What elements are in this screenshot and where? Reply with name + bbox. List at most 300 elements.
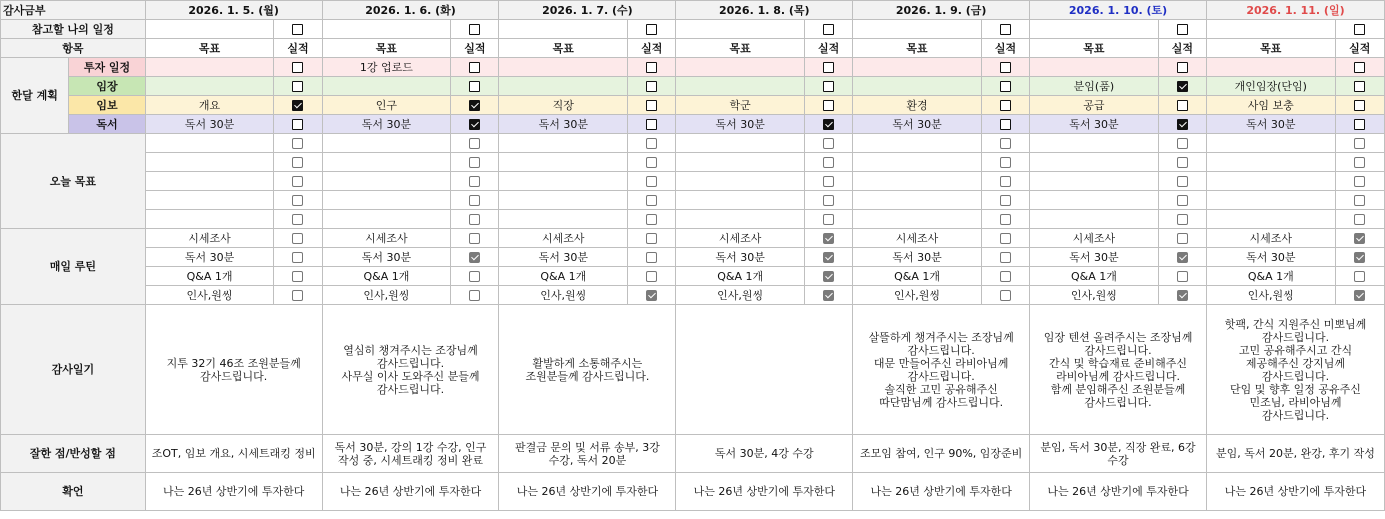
routine-check-cell	[451, 229, 499, 248]
checkbox[interactable]	[1000, 62, 1011, 73]
today-goal-cell[interactable]	[1206, 191, 1335, 210]
today-check-cell	[804, 153, 852, 172]
routine-cell: 독서 30분	[853, 248, 982, 267]
result-header: 실적	[451, 39, 499, 58]
checkbox[interactable]	[1177, 176, 1188, 187]
checkbox[interactable]	[646, 195, 657, 206]
monthly-check-cell	[628, 77, 676, 96]
today-check-cell	[274, 210, 322, 229]
today-goal-cell[interactable]	[1206, 153, 1335, 172]
checkbox[interactable]	[1000, 100, 1011, 111]
monthly-goal-cell[interactable]: 1강 업로드	[322, 58, 451, 77]
checkbox[interactable]	[1354, 119, 1365, 130]
today-goal-cell[interactable]	[499, 172, 628, 191]
routine-check-cell	[1158, 229, 1206, 248]
checkbox[interactable]	[1177, 24, 1188, 35]
gratitude-cell[interactable]: 임장 텐션 올려주시는 조장님께 감사드립니다. 간식 및 학습재료 준비해주신 라비아님께 감사드립니다. 함께 분임해주신 조원분들께 감사드립니다.	[1030, 305, 1207, 435]
checkbox[interactable]	[646, 138, 657, 149]
today-goal-cell[interactable]	[1206, 210, 1335, 229]
checkbox[interactable]	[1354, 290, 1365, 301]
monthly-check-cell	[981, 115, 1029, 134]
checkbox[interactable]	[646, 176, 657, 187]
ref-goal-cell[interactable]	[322, 20, 451, 39]
checkbox[interactable]	[1354, 214, 1365, 225]
routine-check-cell	[1158, 248, 1206, 267]
checkbox[interactable]	[469, 290, 480, 301]
monthly-goal-cell[interactable]: 분임(품)	[1030, 77, 1159, 96]
checkbox[interactable]	[292, 214, 303, 225]
routine-cell: Q&A 1개	[499, 267, 628, 286]
monthly-check-cell	[451, 58, 499, 77]
checkbox[interactable]	[469, 233, 480, 244]
today-goal-cell[interactable]	[853, 153, 982, 172]
checkbox[interactable]	[1177, 214, 1188, 225]
result-header: 실적	[628, 39, 676, 58]
date-header: 2026. 1. 6. (화)	[322, 1, 499, 20]
checkbox[interactable]	[1177, 271, 1188, 282]
checkbox[interactable]	[1000, 138, 1011, 149]
monthly-goal-cell[interactable]	[676, 77, 805, 96]
goal-header: 목표	[853, 39, 982, 58]
monthly-goal-cell[interactable]: 학군	[676, 96, 805, 115]
result-header: 실적	[1335, 39, 1384, 58]
monthly-check-cell	[804, 58, 852, 77]
checkbox[interactable]	[292, 271, 303, 282]
checkbox[interactable]	[1354, 62, 1365, 73]
monthly-check-cell	[451, 77, 499, 96]
affirmation-cell[interactable]: 나는 26년 상반기에 투자한다	[499, 473, 676, 511]
checkbox[interactable]	[823, 62, 834, 73]
checkbox[interactable]	[823, 271, 834, 282]
goal-header: 목표	[1206, 39, 1335, 58]
affirmation-cell[interactable]: 나는 26년 상반기에 투자한다	[1206, 473, 1384, 511]
today-goal-cell[interactable]	[322, 153, 451, 172]
checkbox[interactable]	[1000, 252, 1011, 263]
today-goal-cell[interactable]	[676, 172, 805, 191]
today-goal-cell[interactable]	[145, 153, 274, 172]
monthly-check-cell	[274, 115, 322, 134]
checkbox[interactable]	[292, 100, 303, 111]
today-check-cell	[628, 134, 676, 153]
gratitude-cell[interactable]: 살뜰하게 챙겨주시는 조장님께 감사드립니다. 대문 만들어주신 라비아님께 감사드립니다. 솔직한 고민 공유해주신 따단맘님께 감사드립니다.	[853, 305, 1030, 435]
gratitude-cell[interactable]: 지투 32기 46조 조원분들께 감사드립니다.	[145, 305, 322, 435]
today-goal-cell[interactable]	[322, 134, 451, 153]
gratitude-label: 감사일기	[1, 305, 146, 435]
affirmation-cell[interactable]: 나는 26년 상반기에 투자한다	[676, 473, 853, 511]
monthly-check-cell	[1335, 58, 1384, 77]
checkbox[interactable]	[469, 271, 480, 282]
routine-check-cell	[274, 267, 322, 286]
routine-check-cell	[804, 286, 852, 305]
monthly-plan-label: 한달 계획	[1, 58, 69, 134]
today-goal-cell[interactable]	[1030, 210, 1159, 229]
checkbox[interactable]	[469, 138, 480, 149]
checkbox[interactable]	[823, 157, 834, 168]
review-label: 잘한 점/반성할 점	[1, 435, 146, 473]
result-header: 실적	[1158, 39, 1206, 58]
checkbox[interactable]	[1177, 138, 1188, 149]
checkbox[interactable]	[292, 62, 303, 73]
checkbox[interactable]	[1000, 214, 1011, 225]
checkbox[interactable]	[1177, 62, 1188, 73]
routine-cell: 시세조사	[853, 229, 982, 248]
checkbox[interactable]	[646, 233, 657, 244]
checkbox[interactable]	[823, 119, 834, 130]
checkbox[interactable]	[646, 252, 657, 263]
checkbox[interactable]	[823, 290, 834, 301]
routine-check-cell	[981, 267, 1029, 286]
review-cell[interactable]: 조모임 참여, 인구 90%, 임장준비	[853, 435, 1030, 473]
monthly-goal-cell[interactable]: 독서 30분	[1030, 115, 1159, 134]
checkbox[interactable]	[1000, 290, 1011, 301]
today-check-cell	[628, 210, 676, 229]
today-goal-cell[interactable]	[676, 210, 805, 229]
monthly-goal-cell[interactable]	[499, 77, 628, 96]
routine-check-cell	[804, 248, 852, 267]
checkbox[interactable]	[823, 138, 834, 149]
checkbox[interactable]	[469, 100, 480, 111]
today-check-cell	[1335, 210, 1384, 229]
monthly-goal-cell[interactable]: 독서 30분	[499, 115, 628, 134]
routine-cell: 시세조사	[322, 229, 451, 248]
monthly-goal-cell[interactable]	[853, 77, 982, 96]
checkbox[interactable]	[1177, 100, 1188, 111]
checkbox[interactable]	[823, 233, 834, 244]
date-header: 2026. 1. 8. (목)	[676, 1, 853, 20]
today-goal-cell[interactable]	[499, 191, 628, 210]
today-goal-cell[interactable]	[322, 210, 451, 229]
today-goal-cell[interactable]	[1030, 172, 1159, 191]
routine-cell: 시세조사	[145, 229, 274, 248]
date-header: 2026. 1. 5. (월)	[145, 1, 322, 20]
today-goal-cell[interactable]	[676, 191, 805, 210]
monthly-check-cell	[451, 96, 499, 115]
checkbox[interactable]	[1354, 252, 1365, 263]
routine-check-cell	[1158, 267, 1206, 286]
monthly-check-cell	[1158, 96, 1206, 115]
today-goal-cell[interactable]	[1030, 153, 1159, 172]
checkbox[interactable]	[823, 195, 834, 206]
monthly-check-cell	[1158, 58, 1206, 77]
checkbox[interactable]	[1177, 252, 1188, 263]
checkbox[interactable]	[292, 176, 303, 187]
today-check-cell	[804, 134, 852, 153]
checkbox[interactable]	[1000, 195, 1011, 206]
today-goal-cell[interactable]	[499, 134, 628, 153]
monthly-item-label: 임보	[69, 96, 145, 115]
checkbox[interactable]	[292, 157, 303, 168]
checkbox[interactable]	[1177, 81, 1188, 92]
review-cell[interactable]: 조OT, 임보 개요, 시세트래킹 정비	[145, 435, 322, 473]
today-check-cell	[274, 134, 322, 153]
checkbox[interactable]	[1354, 157, 1365, 168]
routine-cell: 인사,원씽	[676, 286, 805, 305]
routine-cell: Q&A 1개	[1206, 267, 1335, 286]
checkbox[interactable]	[1354, 195, 1365, 206]
monthly-goal-cell[interactable]: 독서 30분	[145, 115, 274, 134]
monthly-goal-cell[interactable]	[1206, 58, 1335, 77]
checkbox[interactable]	[1000, 119, 1011, 130]
monthly-item-label: 독서	[69, 115, 145, 134]
today-check-cell	[981, 210, 1029, 229]
routine-check-cell	[804, 267, 852, 286]
routine-check-cell	[981, 248, 1029, 267]
checkbox[interactable]	[1000, 24, 1011, 35]
today-check-cell	[981, 134, 1029, 153]
monthly-goal-cell[interactable]: 독서 30분	[853, 115, 982, 134]
checkbox[interactable]	[823, 252, 834, 263]
today-check-cell	[981, 172, 1029, 191]
monthly-goal-cell[interactable]: 사임 보충	[1206, 96, 1335, 115]
monthly-check-cell	[274, 96, 322, 115]
today-goal-cell[interactable]	[1030, 134, 1159, 153]
checkbox[interactable]	[823, 81, 834, 92]
checkbox[interactable]	[646, 81, 657, 92]
monthly-goal-cell[interactable]: 환경	[853, 96, 982, 115]
checkbox[interactable]	[469, 24, 480, 35]
ref-goal-cell[interactable]	[145, 20, 274, 39]
checkbox[interactable]	[292, 24, 303, 35]
checkbox[interactable]	[823, 24, 834, 35]
checkbox[interactable]	[1354, 233, 1365, 244]
checkbox[interactable]	[823, 100, 834, 111]
ref-goal-cell[interactable]	[853, 20, 982, 39]
checkbox[interactable]	[469, 81, 480, 92]
checkbox[interactable]	[292, 119, 303, 130]
ref-goal-cell[interactable]	[1030, 20, 1159, 39]
checkbox[interactable]	[292, 290, 303, 301]
monthly-goal-cell[interactable]	[145, 77, 274, 96]
today-goal-cell[interactable]	[322, 191, 451, 210]
today-goal-cell[interactable]	[322, 172, 451, 191]
gratitude-cell[interactable]	[676, 305, 853, 435]
monthly-goal-cell[interactable]	[1030, 58, 1159, 77]
review-cell[interactable]: 독서 30분, 4강 수강	[676, 435, 853, 473]
gratitude-cell[interactable]: 열심히 챙겨주시는 조장님께 감사드립니다. 사무실 이사 도와주신 분들께 감사드립니다.	[322, 305, 499, 435]
checkbox[interactable]	[292, 195, 303, 206]
monthly-check-cell	[274, 77, 322, 96]
today-goal-cell[interactable]	[853, 172, 982, 191]
affirmation-cell[interactable]: 나는 26년 상반기에 투자한다	[322, 473, 499, 511]
checkbox[interactable]	[1354, 24, 1365, 35]
monthly-check-cell	[804, 96, 852, 115]
routine-cell: 인사,원씽	[1030, 286, 1159, 305]
checkbox[interactable]	[646, 214, 657, 225]
ref-schedule-label: 참고할 나의 일정	[1, 20, 146, 39]
checkbox[interactable]	[1354, 176, 1365, 187]
ref-goal-cell[interactable]	[1206, 20, 1335, 39]
routine-cell: 인사,원씽	[853, 286, 982, 305]
checkbox[interactable]	[469, 176, 480, 187]
today-goal-cell[interactable]	[676, 153, 805, 172]
ref-check-cell	[981, 20, 1029, 39]
checkbox[interactable]	[469, 214, 480, 225]
routine-cell: 독서 30분	[1030, 248, 1159, 267]
checkbox[interactable]	[823, 214, 834, 225]
routine-check-cell	[1335, 229, 1384, 248]
routine-check-cell	[981, 286, 1029, 305]
today-check-cell	[804, 191, 852, 210]
monthly-goal-cell[interactable]: 직장	[499, 96, 628, 115]
monthly-goal-cell[interactable]: 독서 30분	[1206, 115, 1335, 134]
checkbox[interactable]	[1354, 271, 1365, 282]
gratitude-cell[interactable]: 핫팩, 간식 지원주신 미뽀님께 감사드립니다. 고민 공유해주시고 간식 제공해주신 강지님께 감사드립니다. 단임 및 향후 일정 공유주신 민조님, 라비아님께 감사드립니다.	[1206, 305, 1384, 435]
routine-cell: Q&A 1개	[853, 267, 982, 286]
today-check-cell	[804, 172, 852, 191]
monthly-check-cell	[1158, 77, 1206, 96]
routine-check-cell	[451, 267, 499, 286]
routine-check-cell	[1335, 267, 1384, 286]
monthly-goal-cell[interactable]	[499, 58, 628, 77]
affirmation-cell[interactable]: 나는 26년 상반기에 투자한다	[853, 473, 1030, 511]
routine-cell: 독서 30분	[322, 248, 451, 267]
today-goal-cell[interactable]	[676, 134, 805, 153]
today-goal-cell[interactable]	[499, 153, 628, 172]
today-check-cell	[628, 172, 676, 191]
monthly-goal-cell[interactable]: 독서 30분	[676, 115, 805, 134]
checkbox[interactable]	[292, 233, 303, 244]
routine-check-cell	[274, 248, 322, 267]
checkbox[interactable]	[646, 157, 657, 168]
monthly-goal-cell[interactable]	[676, 58, 805, 77]
date-header: 2026. 1. 11. (일)	[1206, 1, 1384, 20]
routine-cell: 인사,원씽	[322, 286, 451, 305]
today-check-cell	[981, 153, 1029, 172]
routine-cell: 독서 30분	[1206, 248, 1335, 267]
checkbox[interactable]	[469, 62, 480, 73]
result-header: 실적	[804, 39, 852, 58]
routine-cell: Q&A 1개	[322, 267, 451, 286]
today-check-cell	[1158, 134, 1206, 153]
checkbox[interactable]	[1354, 81, 1365, 92]
monthly-check-cell	[1335, 96, 1384, 115]
today-goal-cell[interactable]	[853, 191, 982, 210]
checkbox[interactable]	[469, 157, 480, 168]
today-check-cell	[628, 153, 676, 172]
monthly-goal-cell[interactable]: 개인임장(단임)	[1206, 77, 1335, 96]
monthly-goal-cell[interactable]: 인구	[322, 96, 451, 115]
checkbox[interactable]	[646, 100, 657, 111]
routine-cell: 인사,원씽	[1206, 286, 1335, 305]
ref-goal-cell[interactable]	[676, 20, 805, 39]
affirmation-cell[interactable]: 나는 26년 상반기에 투자한다	[1030, 473, 1207, 511]
routine-check-cell	[274, 286, 322, 305]
routine-cell: Q&A 1개	[1030, 267, 1159, 286]
checkbox[interactable]	[1354, 138, 1365, 149]
review-cell[interactable]: 판결금 문의 및 서류 송부, 3강 수강, 독서 20분	[499, 435, 676, 473]
review-cell[interactable]: 분임, 독서 30분, 직장 완료, 6강 수강	[1030, 435, 1207, 473]
checkbox[interactable]	[646, 24, 657, 35]
ref-check-cell	[1335, 20, 1384, 39]
today-goal-cell[interactable]	[853, 210, 982, 229]
monthly-check-cell	[804, 77, 852, 96]
today-goal-cell[interactable]	[145, 191, 274, 210]
checkbox[interactable]	[1000, 233, 1011, 244]
sheet-title: 감사금부	[1, 1, 146, 20]
checkbox[interactable]	[292, 81, 303, 92]
review-cell[interactable]: 독서 30분, 강의 1강 수강, 인구 작성 중, 시세트래킹 정비 완료	[322, 435, 499, 473]
monthly-goal-cell[interactable]: 공급	[1030, 96, 1159, 115]
today-goal-cell[interactable]	[1206, 134, 1335, 153]
monthly-item-label: 투자 일정	[69, 58, 145, 77]
date-header: 2026. 1. 9. (금)	[853, 1, 1030, 20]
today-check-cell	[981, 191, 1029, 210]
monthly-goal-cell[interactable]	[322, 77, 451, 96]
checkbox[interactable]	[1177, 195, 1188, 206]
today-goal-cell[interactable]	[145, 210, 274, 229]
monthly-goal-cell[interactable]: 개요	[145, 96, 274, 115]
today-check-cell	[1335, 191, 1384, 210]
checkbox[interactable]	[469, 119, 480, 130]
ref-goal-cell[interactable]	[499, 20, 628, 39]
checkbox[interactable]	[1354, 100, 1365, 111]
today-goal-cell[interactable]	[499, 210, 628, 229]
affirmation-cell[interactable]: 나는 26년 상반기에 투자한다	[145, 473, 322, 511]
monthly-check-cell	[804, 115, 852, 134]
monthly-goal-cell[interactable]	[853, 58, 982, 77]
monthly-check-cell	[981, 58, 1029, 77]
monthly-check-cell	[1335, 115, 1384, 134]
today-goal-cell[interactable]	[853, 134, 982, 153]
gratitude-cell[interactable]: 활발하게 소통해주시는 조원분들께 감사드립니다.	[499, 305, 676, 435]
checkbox[interactable]	[469, 252, 480, 263]
checkbox[interactable]	[1177, 290, 1188, 301]
checkbox[interactable]	[1177, 119, 1188, 130]
routine-check-cell	[804, 229, 852, 248]
checkbox[interactable]	[646, 290, 657, 301]
result-header: 실적	[981, 39, 1029, 58]
monthly-check-cell	[628, 58, 676, 77]
routine-cell: 시세조사	[676, 229, 805, 248]
checkbox[interactable]	[292, 138, 303, 149]
checkbox[interactable]	[1000, 157, 1011, 168]
today-check-cell	[628, 191, 676, 210]
checkbox[interactable]	[646, 271, 657, 282]
checkbox[interactable]	[646, 119, 657, 130]
checkbox[interactable]	[292, 252, 303, 263]
monthly-goal-cell[interactable]	[145, 58, 274, 77]
today-check-cell	[451, 134, 499, 153]
checkbox[interactable]	[1000, 81, 1011, 92]
ref-check-cell	[804, 20, 852, 39]
goal-header: 목표	[322, 39, 451, 58]
checkbox[interactable]	[469, 195, 480, 206]
ref-check-cell	[274, 20, 322, 39]
routine-cell: 시세조사	[1206, 229, 1335, 248]
monthly-check-cell	[451, 115, 499, 134]
checkbox[interactable]	[646, 62, 657, 73]
today-goal-cell[interactable]	[145, 172, 274, 191]
checkbox[interactable]	[823, 176, 834, 187]
checkbox[interactable]	[1000, 176, 1011, 187]
routine-check-cell	[1335, 286, 1384, 305]
ref-check-cell	[1158, 20, 1206, 39]
checkbox[interactable]	[1177, 233, 1188, 244]
monthly-goal-cell[interactable]: 독서 30분	[322, 115, 451, 134]
routine-check-cell	[628, 267, 676, 286]
routine-cell: 시세조사	[1030, 229, 1159, 248]
today-goal-cell[interactable]	[1030, 191, 1159, 210]
today-check-cell	[1158, 153, 1206, 172]
review-cell[interactable]: 분임, 독서 20분, 완강, 후기 작성	[1206, 435, 1384, 473]
goal-header: 목표	[676, 39, 805, 58]
checkbox[interactable]	[1000, 271, 1011, 282]
today-check-cell	[274, 153, 322, 172]
checkbox[interactable]	[1177, 157, 1188, 168]
routine-check-cell	[628, 229, 676, 248]
today-goal-cell[interactable]	[1206, 172, 1335, 191]
today-goal-cell[interactable]	[145, 134, 274, 153]
